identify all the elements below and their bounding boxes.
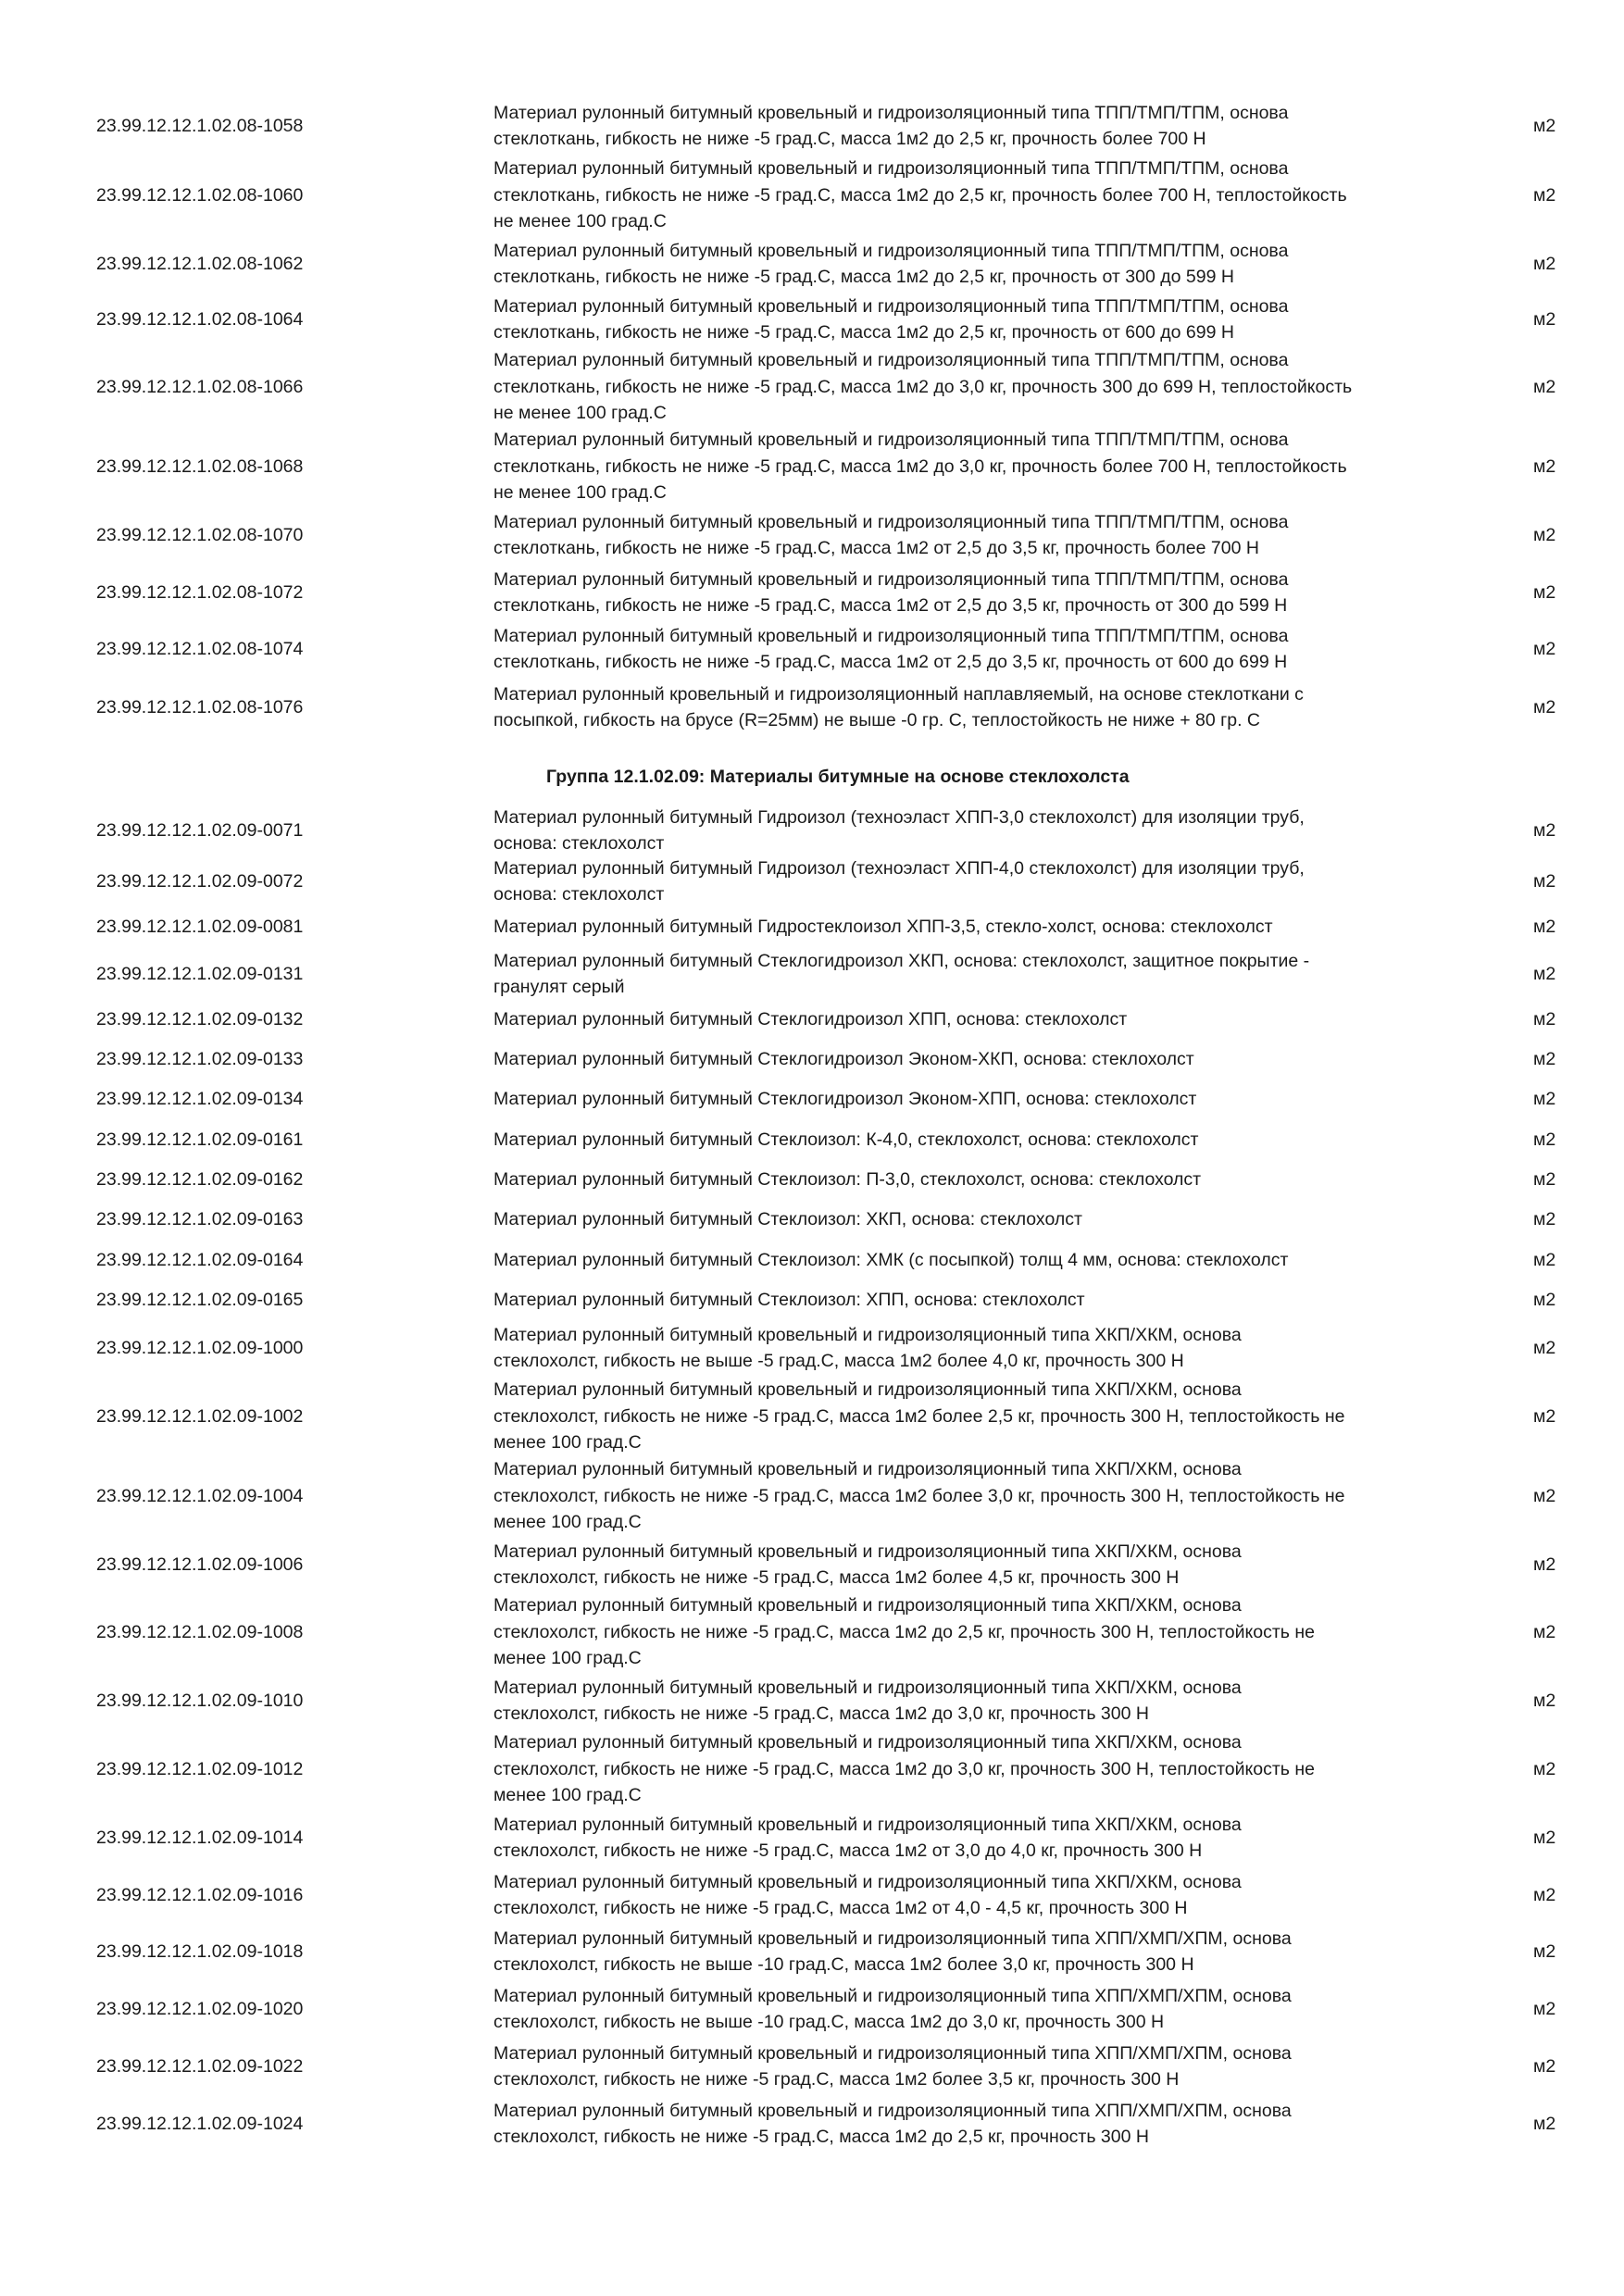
resource-description [493,1127,1466,1154]
description-line: стеклоткань, гибкость не ниже -5 град.С, масса 1м2 до 3,0 кг, прочность 300 до 699 Н, теплостойкость [493,376,1353,397]
description-line: Материал рулонный битумный кровельный и гидроизоляционный типа ХПП/ХМП/ХПМ, основа [493,2100,1292,2121]
description-line: Материал рулонный битумный Стеклоизол: ХПП, основа: стеклохолст [493,1289,1085,1310]
description-line: стеклоткань, гибкость не ниже -5 град.С, масса 1м2 от 2,5 до 3,5 кг, прочность более 700 Н [493,538,1259,558]
table-row [0,1086,1624,1113]
resource-description [493,156,1466,235]
resource-code: 23.99.12.12.1.02.09-0133 [96,1049,304,1069]
table-row [0,1926,1624,1978]
description-line: Материал рулонный битумный Стеклогидроизол Эконом-ХПП, основа: стеклохолст [493,1088,1197,1109]
description-line: Материал рулонный битумный кровельный и гидроизоляционный типа ХКП/ХКМ, основа [493,1595,1242,1616]
description-line: Материал рулонный кровельный и гидроизоляционный наплавляемый, на основе стеклоткани с [493,683,1304,705]
unit-of-measure: м2 [1533,1009,1556,1029]
resource-description [493,1086,1466,1113]
unit-of-measure: м2 [1533,377,1556,397]
unit-of-measure: м2 [1533,1554,1556,1575]
resource-description [493,948,1466,1001]
description-line: Материал рулонный битумный Гидроизол (техноэласт ХПП-3,0 стеклохолст) для изоляции труб, [493,806,1305,828]
description-line: Материал рулонный битумный кровельный и гидроизоляционный типа ХКП/ХКМ, основа [493,1324,1242,1345]
table-row [0,1322,1624,1375]
resource-description [493,1592,1466,1672]
table-row [0,681,1624,734]
description-line: стеклохолст, гибкость не выше -5 град.С, масса 1м2 более 4,0 кг, прочность 300 Н [493,1351,1184,1371]
resource-description [493,1983,1466,2036]
table-row [0,623,1624,676]
resource-description [493,1675,1466,1728]
unit-of-measure: м2 [1533,309,1556,330]
description-line: стеклохолст, гибкость не ниже -5 град.С, масса 1м2 до 3,0 кг, прочность 300 Н [493,1703,1149,1724]
resource-description [493,1926,1466,1978]
resource-description [493,100,1466,153]
resource-code: 23.99.12.12.1.02.09-0071 [96,820,304,841]
description-line: стеклохолст, гибкость не выше -10 град.С, масса 1м2 более 3,0 кг, прочность 300 Н [493,1954,1194,1975]
table-row [0,567,1624,619]
unit-of-measure: м2 [1533,964,1556,984]
table-row [0,1006,1624,1033]
resource-code: 23.99.12.12.1.02.08-1064 [96,309,304,330]
description-line: Материал рулонный битумный кровельный и гидроизоляционный типа ТПП/ТМП/ТПМ, основа [493,625,1289,646]
table-row [0,1869,1624,1922]
description-line: основа: стеклохолст [493,833,665,854]
unit-of-measure: м2 [1533,1828,1556,1848]
resource-code: 23.99.12.12.1.02.09-0163 [96,1209,304,1229]
description-line: менее 100 град.С [493,1648,642,1669]
resource-code: 23.99.12.12.1.02.08-1070 [96,525,304,545]
description-line: посыпкой, гибкость на брусе (R=25мм) не выше -0 гр. С, теплостойкость не ниже + 80 гр. С [493,710,1261,730]
description-line: гранулят серый [493,977,625,997]
resource-description [493,427,1466,506]
resource-code: 23.99.12.12.1.02.09-0162 [96,1169,304,1190]
resource-code: 23.99.12.12.1.02.09-0081 [96,917,304,937]
description-line: Материал рулонный битумный Стеклоизол: К-4,0, стеклохолст, основа: стеклохолст [493,1129,1199,1150]
description-line: Материал рулонный битумный кровельный и гидроизоляционный типа ТПП/ТМП/ТПМ, основа [493,568,1289,590]
resource-code: 23.99.12.12.1.02.09-0165 [96,1290,304,1310]
unit-of-measure: м2 [1533,1941,1556,1962]
resource-description [493,1456,1466,1536]
resource-description [493,2040,1466,2093]
description-line: Материал рулонный битумный кровельный и гидроизоляционный типа ХКП/ХКМ, основа [493,1677,1242,1698]
description-line: Материал рулонный битумный Стеклоизол: ХКП, основа: стеклохолст [493,1208,1082,1229]
description-line: Материал рулонный битумный кровельный и гидроизоляционный типа ТПП/ТМП/ТПМ, основа [493,240,1289,261]
table-row [0,1729,1624,1809]
resource-code: 23.99.12.12.1.02.09-0072 [96,871,304,892]
resource-description [493,1287,1466,1314]
description-line: менее 100 град.С [493,1785,642,1806]
unit-of-measure: м2 [1533,1089,1556,1109]
table-row [0,1456,1624,1536]
unit-of-measure: м2 [1533,2056,1556,2077]
unit-of-measure: м2 [1533,871,1556,892]
table-row [0,1167,1624,1193]
description-line: Материал рулонный битумный кровельный и гидроизоляционный типа ТПП/ТМП/ТПМ, основа [493,295,1289,317]
description-line: стеклохолст, гибкость не ниже -5 град.С, масса 1м2 более 4,5 кг, прочность 300 Н [493,1567,1180,1588]
resource-description [493,681,1466,734]
resource-description [493,1006,1466,1033]
description-line: Материал рулонный битумный Стеклоизол: П-3,0, стеклохолст, основа: стеклохолст [493,1168,1202,1190]
table-row [0,427,1624,506]
description-line: стеклохолст, гибкость не ниже -5 град.С, масса 1м2 более 3,0 кг, прочность 300 Н, теплостойкость не [493,1485,1345,1506]
resource-description [493,347,1466,427]
description-line: стеклоткань, гибкость не ниже -5 град.С, масса 1м2 до 2,5 кг, прочность более 700 Н [493,129,1206,149]
resource-description [493,1206,1466,1233]
resource-description [493,2098,1466,2151]
unit-of-measure: м2 [1533,1129,1556,1150]
resource-description [493,914,1466,941]
table-row [0,805,1624,857]
unit-of-measure: м2 [1533,582,1556,603]
resource-code: 23.99.12.12.1.02.08-1068 [96,456,304,477]
description-line: Материал рулонный битумный кровельный и гидроизоляционный типа ХПП/ХМП/ХПМ, основа [493,2042,1292,2064]
description-line: Материал рулонный битумный кровельный и гидроизоляционный типа ХКП/ХКМ, основа [493,1871,1242,1892]
resource-code: 23.99.12.12.1.02.09-1006 [96,1554,304,1575]
description-line: Материал рулонный битумный Стеклоизол: ХМК (с посыпкой) толщ 4 мм, основа: стеклохолст [493,1249,1289,1270]
table-row [0,1206,1624,1233]
unit-of-measure: м2 [1533,2114,1556,2134]
resource-description [493,1729,1466,1809]
description-line: Материал рулонный битумный кровельный и гидроизоляционный типа ТПП/ТМП/ТПМ, основа [493,511,1289,532]
resource-code: 23.99.12.12.1.02.08-1062 [96,254,304,274]
description-line: стеклохолст, гибкость не ниже -5 град.С, масса 1м2 более 2,5 кг, прочность 300 Н, теплостойкость не [493,1405,1345,1427]
table-row [0,914,1624,941]
description-line: Материал рулонный битумный кровельный и гидроизоляционный типа ТПП/ТМП/ТПМ, основа [493,158,1289,180]
resource-code: 23.99.12.12.1.02.09-1016 [96,1885,304,1905]
table-row [0,100,1624,153]
resource-code: 23.99.12.12.1.02.08-1074 [96,639,304,659]
description-line: Материал рулонный битумный кровельный и гидроизоляционный типа ХКП/ХКМ, основа [493,1814,1242,1835]
description-line: Материал рулонный битумный кровельный и гидроизоляционный типа ХКП/ХКМ, основа [493,1732,1242,1753]
unit-of-measure: м2 [1533,1999,1556,2019]
unit-of-measure: м2 [1533,697,1556,718]
resource-code: 23.99.12.12.1.02.09-1022 [96,2056,304,2077]
description-line: стеклоткань, гибкость не ниже -5 град.С, масса 1м2 до 2,5 кг, прочность более 700 Н, теплостойкость [493,184,1347,206]
description-line: Материал рулонный битумный кровельный и гидроизоляционный типа ХПП/ХМП/ХПМ, основа [493,1928,1292,1949]
resource-code: 23.99.12.12.1.02.09-1024 [96,2114,304,2134]
description-line: Материал рулонный битумный кровельный и гидроизоляционный типа ХПП/ХМП/ХПМ, основа [493,1985,1292,2006]
resource-code: 23.99.12.12.1.02.08-1058 [96,116,304,136]
resource-code: 23.99.12.12.1.02.09-0161 [96,1129,304,1150]
description-line: основа: стеклохолст [493,884,665,905]
resource-code: 23.99.12.12.1.02.09-1010 [96,1691,304,1711]
description-line: стеклохолст, гибкость не выше -10 град.С, масса 1м2 до 3,0 кг, прочность 300 Н [493,2012,1165,2032]
unit-of-measure: м2 [1533,525,1556,545]
unit-of-measure: м2 [1533,1338,1556,1358]
table-row [0,1247,1624,1274]
resource-code: 23.99.12.12.1.02.09-0164 [96,1250,304,1270]
resource-description [493,1247,1466,1274]
unit-of-measure: м2 [1533,254,1556,274]
table-row [0,238,1624,291]
description-line: стеклоткань, гибкость не ниже -5 град.С, масса 1м2 до 2,5 кг, прочность от 600 до 699 Н [493,322,1234,343]
resource-description [493,1377,1466,1456]
resource-code: 23.99.12.12.1.02.09-0131 [96,964,304,984]
description-line: Материал рулонный битумный Гидроизол (техноэласт ХПП-4,0 стеклохолст) для изоляции труб, [493,857,1305,879]
group-heading: Группа 12.1.02.09: Материалы битумные на основе стеклохолста [546,767,1130,787]
unit-of-measure: м2 [1533,1406,1556,1427]
unit-of-measure: м2 [1533,456,1556,477]
description-line: стеклохолст, гибкость не ниже -5 град.С, масса 1м2 более 3,5 кг, прочность 300 Н [493,2069,1180,2090]
resource-description [493,623,1466,676]
description-line: Материал рулонный битумный кровельный и гидроизоляционный типа ТПП/ТМП/ТПМ, основа [493,102,1289,123]
description-line: стеклохолст, гибкость не ниже -5 град.С, масса 1м2 до 2,5 кг, прочность 300 Н, теплостойкость не [493,1621,1316,1642]
description-line: Материал рулонный битумный Стеклогидроизол ХПП, основа: стеклохолст [493,1008,1128,1029]
table-row [0,948,1624,1001]
description-line: стеклоткань, гибкость не ниже -5 град.С, масса 1м2 от 2,5 до 3,5 кг, прочность от 300 до 599 Н [493,595,1288,616]
description-line: не менее 100 град.С [493,482,667,504]
resource-code: 23.99.12.12.1.02.09-1018 [96,1941,304,1962]
resource-description [493,509,1466,562]
unit-of-measure: м2 [1533,639,1556,659]
table-row [0,1675,1624,1728]
table-row [0,1046,1624,1073]
description-line: не менее 100 град.С [493,211,667,232]
resource-code: 23.99.12.12.1.02.08-1072 [96,582,304,603]
description-line: менее 100 град.С [493,1432,642,1454]
table-row [0,2040,1624,2093]
resource-code: 23.99.12.12.1.02.09-1008 [96,1622,304,1642]
description-line: стеклохолст, гибкость не ниже -5 град.С, масса 1м2 до 2,5 кг, прочность 300 Н [493,2127,1149,2147]
unit-of-measure: м2 [1533,820,1556,841]
resource-description [493,293,1466,346]
unit-of-measure: м2 [1533,1290,1556,1310]
resource-description [493,1167,1466,1193]
resource-code: 23.99.12.12.1.02.09-1004 [96,1486,304,1506]
resource-code: 23.99.12.12.1.02.09-1000 [96,1338,304,1358]
unit-of-measure: м2 [1533,116,1556,136]
table-row [0,1377,1624,1456]
unit-of-measure: м2 [1533,1691,1556,1711]
resource-description [493,805,1466,857]
description-line: Материал рулонный битумный Стеклогидроизол Эконом-ХКП, основа: стеклохолст [493,1048,1194,1069]
description-line: Материал рулонный битумный Гидростеклоизол ХПП-3,5, стекло-холст, основа: стеклохолст [493,916,1273,937]
description-line: стеклоткань, гибкость не ниже -5 град.С, масса 1м2 до 2,5 кг, прочность от 300 до 599 Н [493,267,1234,287]
description-line: не менее 100 град.С [493,403,667,424]
resource-description [493,567,1466,619]
description-line: Материал рулонный битумный кровельный и гидроизоляционный типа ХКП/ХКМ, основа [493,1459,1242,1480]
unit-of-measure: м2 [1533,1759,1556,1779]
description-line: стеклоткань, гибкость не ниже -5 град.С, масса 1м2 от 2,5 до 3,5 кг, прочность от 600 до 699 Н [493,652,1288,672]
table-row [0,293,1624,346]
resource-code: 23.99.12.12.1.02.09-1012 [96,1759,304,1779]
resource-description [493,1046,1466,1073]
unit-of-measure: м2 [1533,1049,1556,1069]
description-line: Материал рулонный битумный Стеклогидроизол ХКП, основа: стеклохолст, защитное покрытие - [493,950,1310,971]
unit-of-measure: м2 [1533,1169,1556,1190]
description-line: Материал рулонный битумный кровельный и гидроизоляционный типа ТПП/ТМП/ТПМ, основа [493,350,1289,371]
table-row [0,1127,1624,1154]
table-row [0,1983,1624,2036]
resource-description [493,1322,1466,1375]
table-row [0,156,1624,235]
table-row [0,2098,1624,2151]
unit-of-measure: м2 [1533,1209,1556,1229]
description-line: Материал рулонный битумный кровельный и гидроизоляционный типа ТПП/ТМП/ТПМ, основа [493,430,1289,451]
table-row [0,347,1624,427]
description-line: стеклохолст, гибкость не ниже -5 град.С, масса 1м2 до 3,0 кг, прочность 300 Н, теплостойкость не [493,1758,1316,1779]
description-line: Материал рулонный битумный кровельный и гидроизоляционный типа ХКП/ХКМ, основа [493,1541,1242,1562]
resource-description [493,238,1466,291]
resource-code: 23.99.12.12.1.02.08-1066 [96,377,304,397]
description-line: Материал рулонный битумный кровельный и гидроизоляционный типа ХКП/ХКМ, основа [493,1379,1242,1401]
table-row [0,509,1624,562]
resource-code: 23.99.12.12.1.02.09-1002 [96,1406,304,1427]
resource-description [493,1812,1466,1865]
unit-of-measure: м2 [1533,185,1556,206]
description-line: менее 100 град.С [493,1512,642,1533]
table-row [0,1287,1624,1314]
unit-of-measure: м2 [1533,1622,1556,1642]
resource-code: 23.99.12.12.1.02.09-1020 [96,1999,304,2019]
table-row [0,1592,1624,1672]
description-line: стеклохолст, гибкость не ниже -5 град.С, масса 1м2 от 4,0 - 4,5 кг, прочность 300 Н [493,1898,1188,1918]
table-row [0,1539,1624,1591]
resource-code: 23.99.12.12.1.02.09-1014 [96,1828,304,1848]
resource-code: 23.99.12.12.1.02.09-0132 [96,1009,304,1029]
unit-of-measure: м2 [1533,1486,1556,1506]
unit-of-measure: м2 [1533,917,1556,937]
resource-code: 23.99.12.12.1.02.09-0134 [96,1089,304,1109]
unit-of-measure: м2 [1533,1250,1556,1270]
table-row [0,1812,1624,1865]
resource-code: 23.99.12.12.1.02.08-1076 [96,697,304,718]
resource-description [493,1869,1466,1922]
resource-code: 23.99.12.12.1.02.08-1060 [96,185,304,206]
description-line: стеклохолст, гибкость не ниже -5 град.С, масса 1м2 от 3,0 до 4,0 кг, прочность 300 Н [493,1841,1203,1861]
description-line: стеклоткань, гибкость не ниже -5 град.С, масса 1м2 до 3,0 кг, прочность более 700 Н, теплостойкость [493,455,1347,477]
unit-of-measure: м2 [1533,1885,1556,1905]
table-row [0,855,1624,908]
resource-description [493,855,1466,908]
resource-description [493,1539,1466,1591]
